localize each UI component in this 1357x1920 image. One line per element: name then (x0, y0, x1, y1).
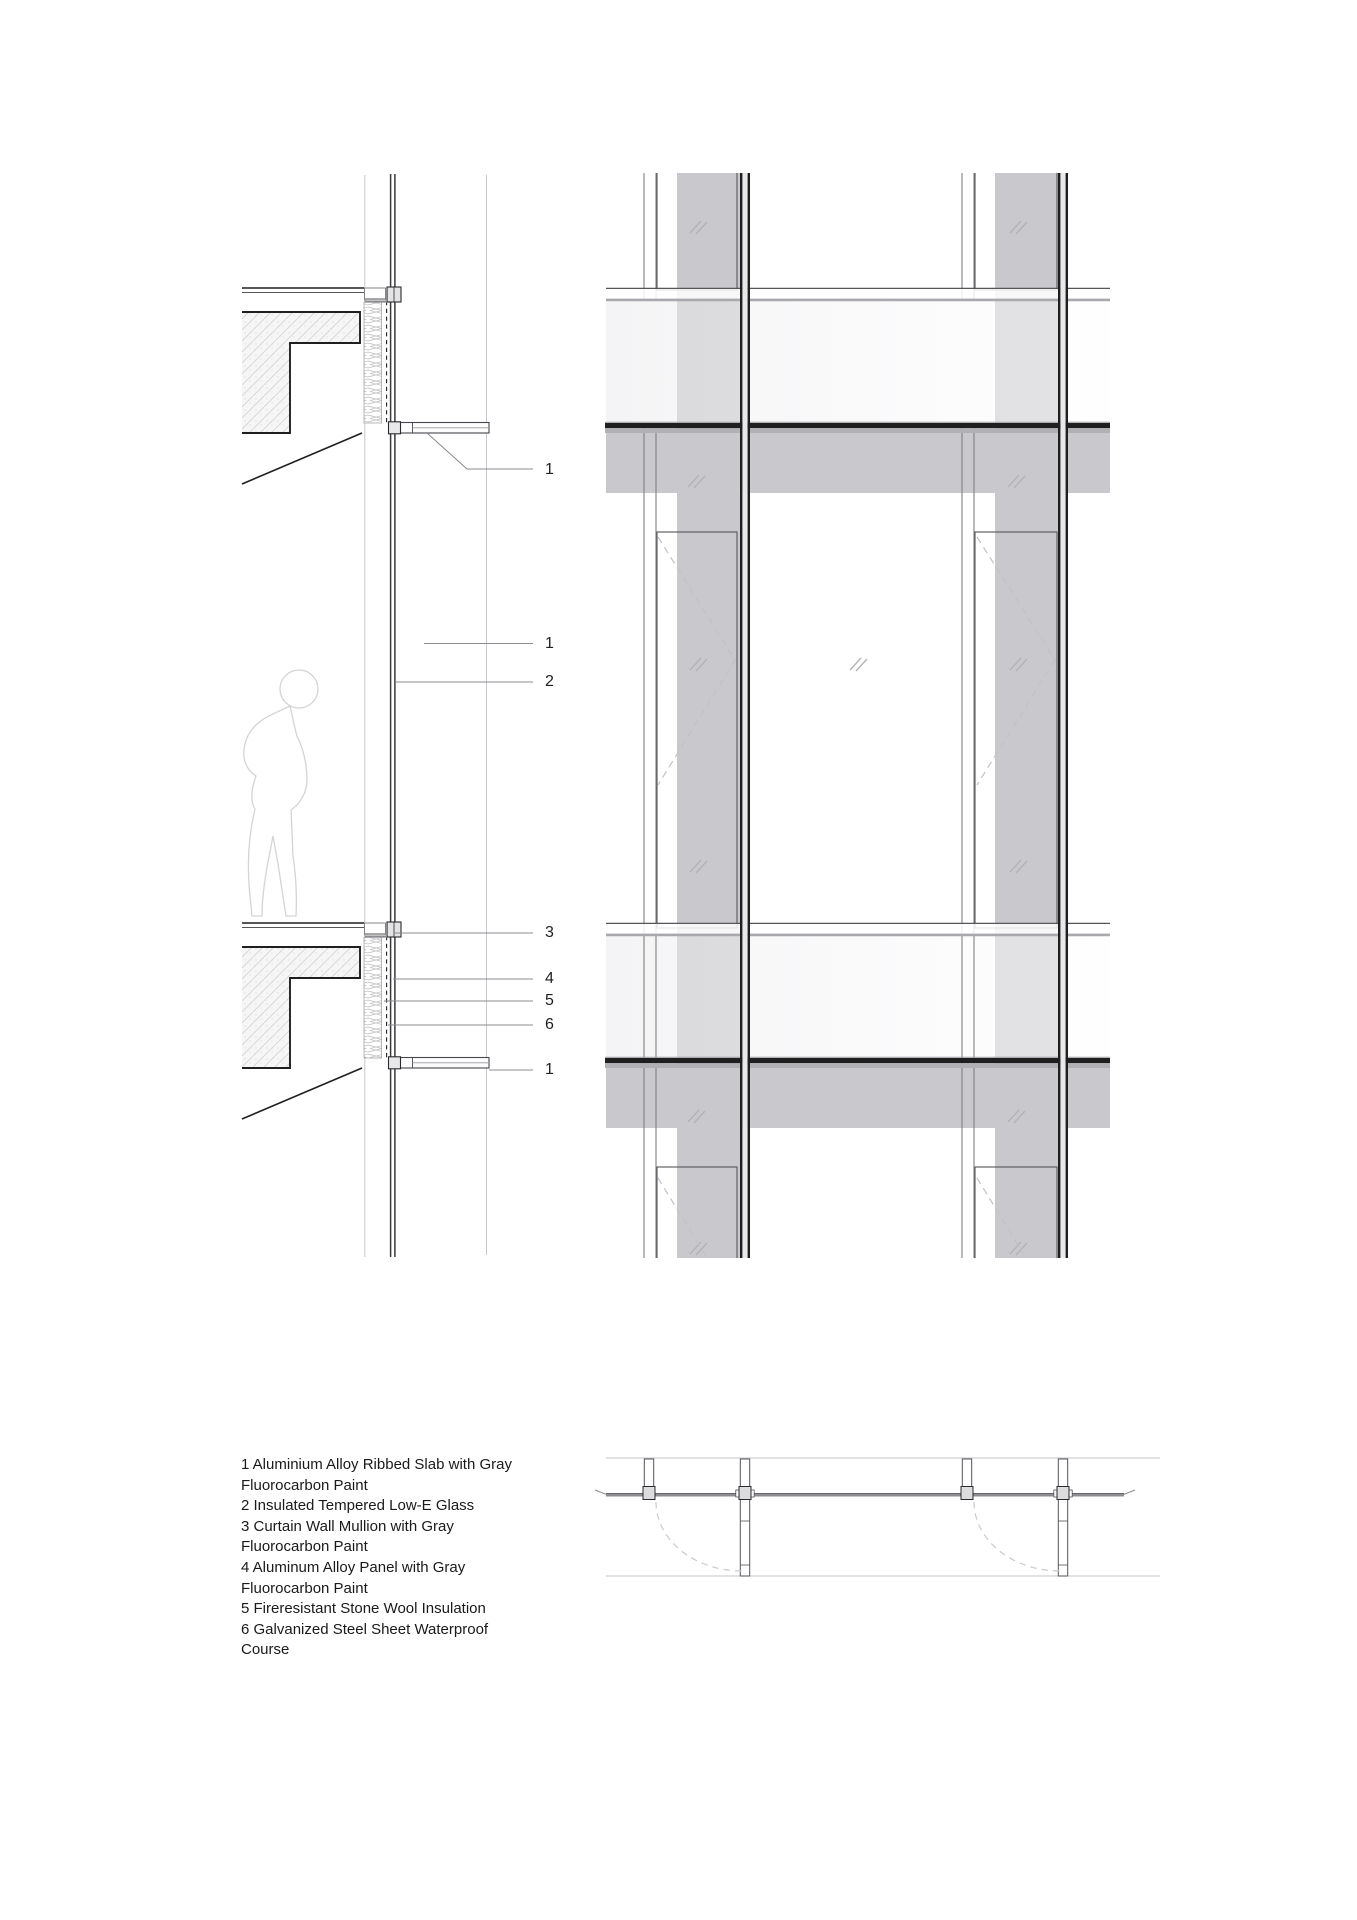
human-figure (244, 670, 318, 916)
callout-waterproof: 6 (545, 1016, 554, 1033)
legend-item-waterproof: 6 Galvanized Steel Sheet Waterproof Course (241, 1620, 489, 1659)
callout-mullion: 3 (545, 924, 554, 941)
callout-mid-fin: 1 (545, 635, 554, 652)
section-view (242, 174, 489, 1257)
plan-detail-view (595, 1458, 1160, 1576)
legend (241, 1455, 527, 1661)
callout-panel: 4 (545, 970, 554, 987)
callout-upper-fin: 1 (545, 461, 554, 478)
callout-insulation: 5 (545, 992, 554, 1009)
callout-glass: 2 (545, 673, 554, 690)
callout-leaders (384, 433, 533, 1070)
legend-item-mullion: 3 Curtain Wall Mullion with Gray Fluorocarbon Paint (241, 1517, 454, 1556)
legend-item-insulation: 5 Fireresistant Stone Wool Insulation (241, 1600, 486, 1618)
elevation-view (605, 158, 1110, 1287)
legend-item-ribbed-slab: 1 Aluminium Alloy Ribbed Slab with Gray Fluorocarbon Paint (241, 1456, 512, 1494)
legend-item-glass: 2 Insulated Tempered Low-E Glass (241, 1497, 475, 1515)
callout-lower-fin: 1 (545, 1061, 554, 1078)
legend-item-panel: 4 Aluminum Alloy Panel with Gray Fluorocarbon Paint (241, 1558, 466, 1597)
